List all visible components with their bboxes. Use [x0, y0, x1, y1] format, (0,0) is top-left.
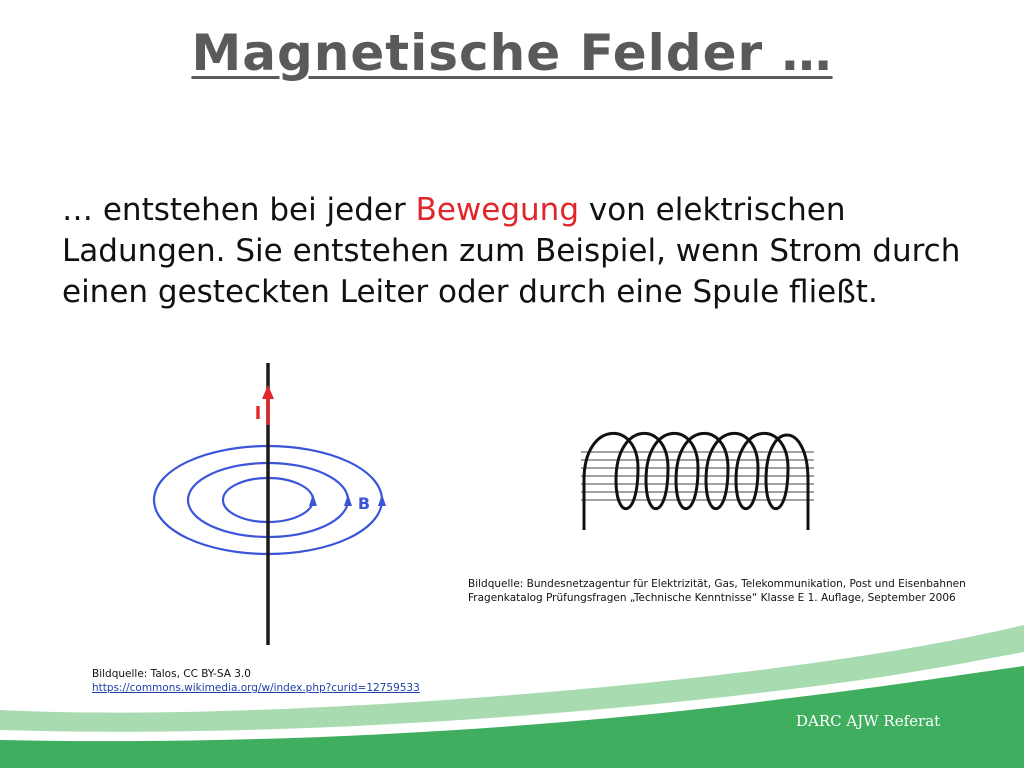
image-credit-left [92, 667, 420, 695]
field-label: B [357, 494, 371, 513]
credit-right-line2: Fragenkatalog Prüfungsfragen „Technische Kenntnisse“ Klasse E 1. Auflage, September 2006 [468, 592, 956, 604]
body-highlight-word: Bewegung [415, 192, 580, 228]
field-arrow-icon [378, 494, 386, 506]
image-credit-right [468, 577, 966, 605]
body-text-start: … entstehen bei jeder [62, 192, 416, 228]
field-arrow-icon [344, 494, 352, 506]
slide-title: Magnetische Felder … [191, 24, 833, 82]
body-text-end: von elektrischen Ladungen. Sie entstehen zum Beispiel, wenn Strom durch einen gesteckten Leiter oder durch eine Spule fließt. [62, 192, 961, 310]
credit-left-link[interactable]: https://commons.wikimedia.org/w/index.php?curid=12759533 [92, 682, 420, 694]
body-paragraph [62, 190, 962, 313]
coil-windings [584, 433, 808, 508]
conductor-field-figure [140, 355, 410, 655]
current-arrow-icon [262, 385, 274, 399]
credit-left-line1: Bildquelle: Talos, CC BY-SA 3.0 [92, 668, 251, 680]
credit-right-line1: Bildquelle: Bundesnetzagentur für Elektrizität, Gas, Telekommunikation, Post und Eisenbahnen [468, 578, 966, 590]
field-arrow-icon [309, 494, 317, 506]
coil-figure [576, 420, 821, 535]
footer-text: DARC AJW Referat [796, 712, 941, 730]
current-label: I [254, 403, 262, 424]
